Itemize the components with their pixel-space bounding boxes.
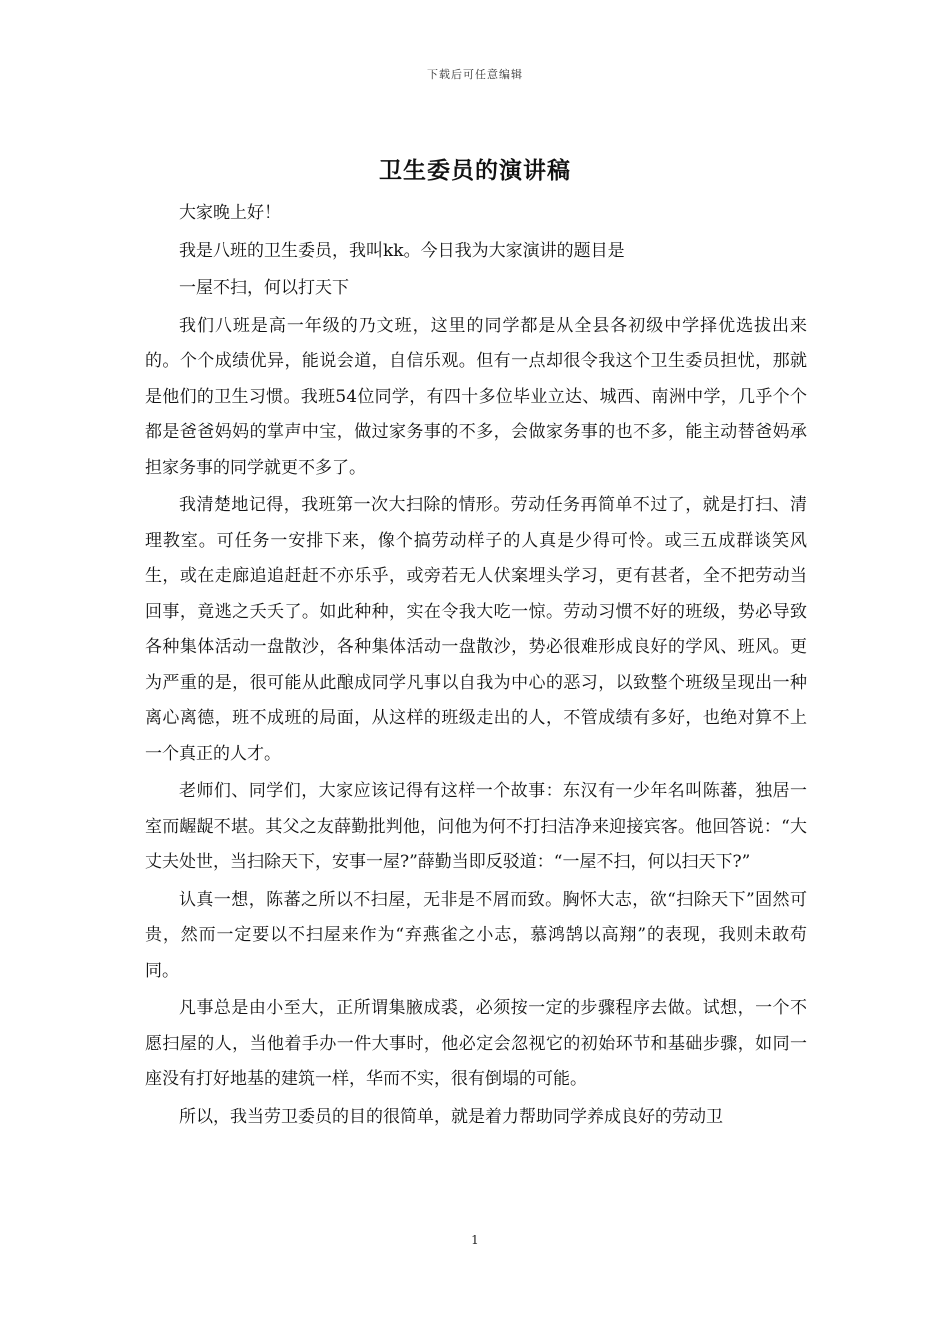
document-title: 卫生委员的演讲稿 — [379, 157, 571, 184]
paragraph: 我清楚地记得，我班第一次大扫除的情形。劳动任务再简单不过了，就是打扫、清理教室。可任务一安排下来，像个搞劳动样子的人真是少得可怜。或三五成群谈笑风生，或在走廊追追赶赶不亦乐乎，或旁若无人伏案埋头学习，更有甚者，全不把劳动当回事，竟逃之夭夭了。如此种种，实在令我大吃一惊。劳动习惯不好的班级，势必导致各种集体活动一盘散沙，各种集体活动一盘散沙，势必很难形成良好的学风、班风。更为严重的是，很可能从此酿成同学凡事以自我为中心的恶习，以致整个班级呈现出一种离心离德，班不成班的局面，从这样的班级走出的人，不管成绩有多好，也绝对算不上一个真正的人才。 — [145, 495, 807, 764]
paragraph: 老师们、同学们，大家应该记得有这样一个故事：东汉有一少年名叫陈蕃，独居一室而龌龊不堪。其父之友薛勤批判他，问他为何不打扫洁净来迎接宾客。他回答说：“大丈夫处世，当扫除天下，安事一屋?”薛勤当即反驳道：“一屋不扫，何以扫天下?” — [145, 781, 807, 872]
paragraph: 所以，我当劳卫委员的目的很简单，就是着力帮助同学养成良好的劳动卫 — [179, 1106, 723, 1127]
paragraph: 认真一想，陈蕃之所以不扫屋，无非是不屑而致。胸怀大志，欲“扫除天下”固然可贵，然而一定要以不扫屋来作为“弃燕雀之小志，慕鸿鹄以高翔”的表现，我则未敢苟同。 — [145, 889, 807, 981]
paragraph: 我们八班是高一年级的乃文班，这里的同学都是从全县各初级中学择优选拔出来的。个个成绩优异，能说会道，自信乐观。但有一点却很令我这个卫生委员担忧，那就是他们的卫生习惯。我班54位同学，有四十多位毕业立达、城西、南洲中学，几乎个个都是爸爸妈妈的掌声中宝，做过家务事的不多，会做家务事的也不多，能主动替爸妈承担家务事的同学就更不多了。 — [145, 315, 807, 478]
paragraph: 凡事总是由小至大，正所谓集腋成裘，必须按一定的步骤程序去做。试想，一个不愿扫屋的人，当他着手办一件大事时，他必定会忽视它的初始环节和基础步骤，如同一座没有打好地基的建筑一样，华而不实，很有倒塌的可能。 — [145, 998, 807, 1089]
paragraph-introduction: 我是八班的卫生委员，我叫kk。今日我为大家演讲的题目是 — [179, 240, 625, 261]
page-number: 1 — [471, 1233, 479, 1247]
paragraph-topic: 一屋不扫，何以打天下 — [179, 278, 349, 298]
paragraph-greeting: 大家晚上好！ — [179, 203, 281, 223]
header-note: 下载后可任意编辑 — [427, 68, 523, 81]
document-body — [145, 196, 807, 1137]
